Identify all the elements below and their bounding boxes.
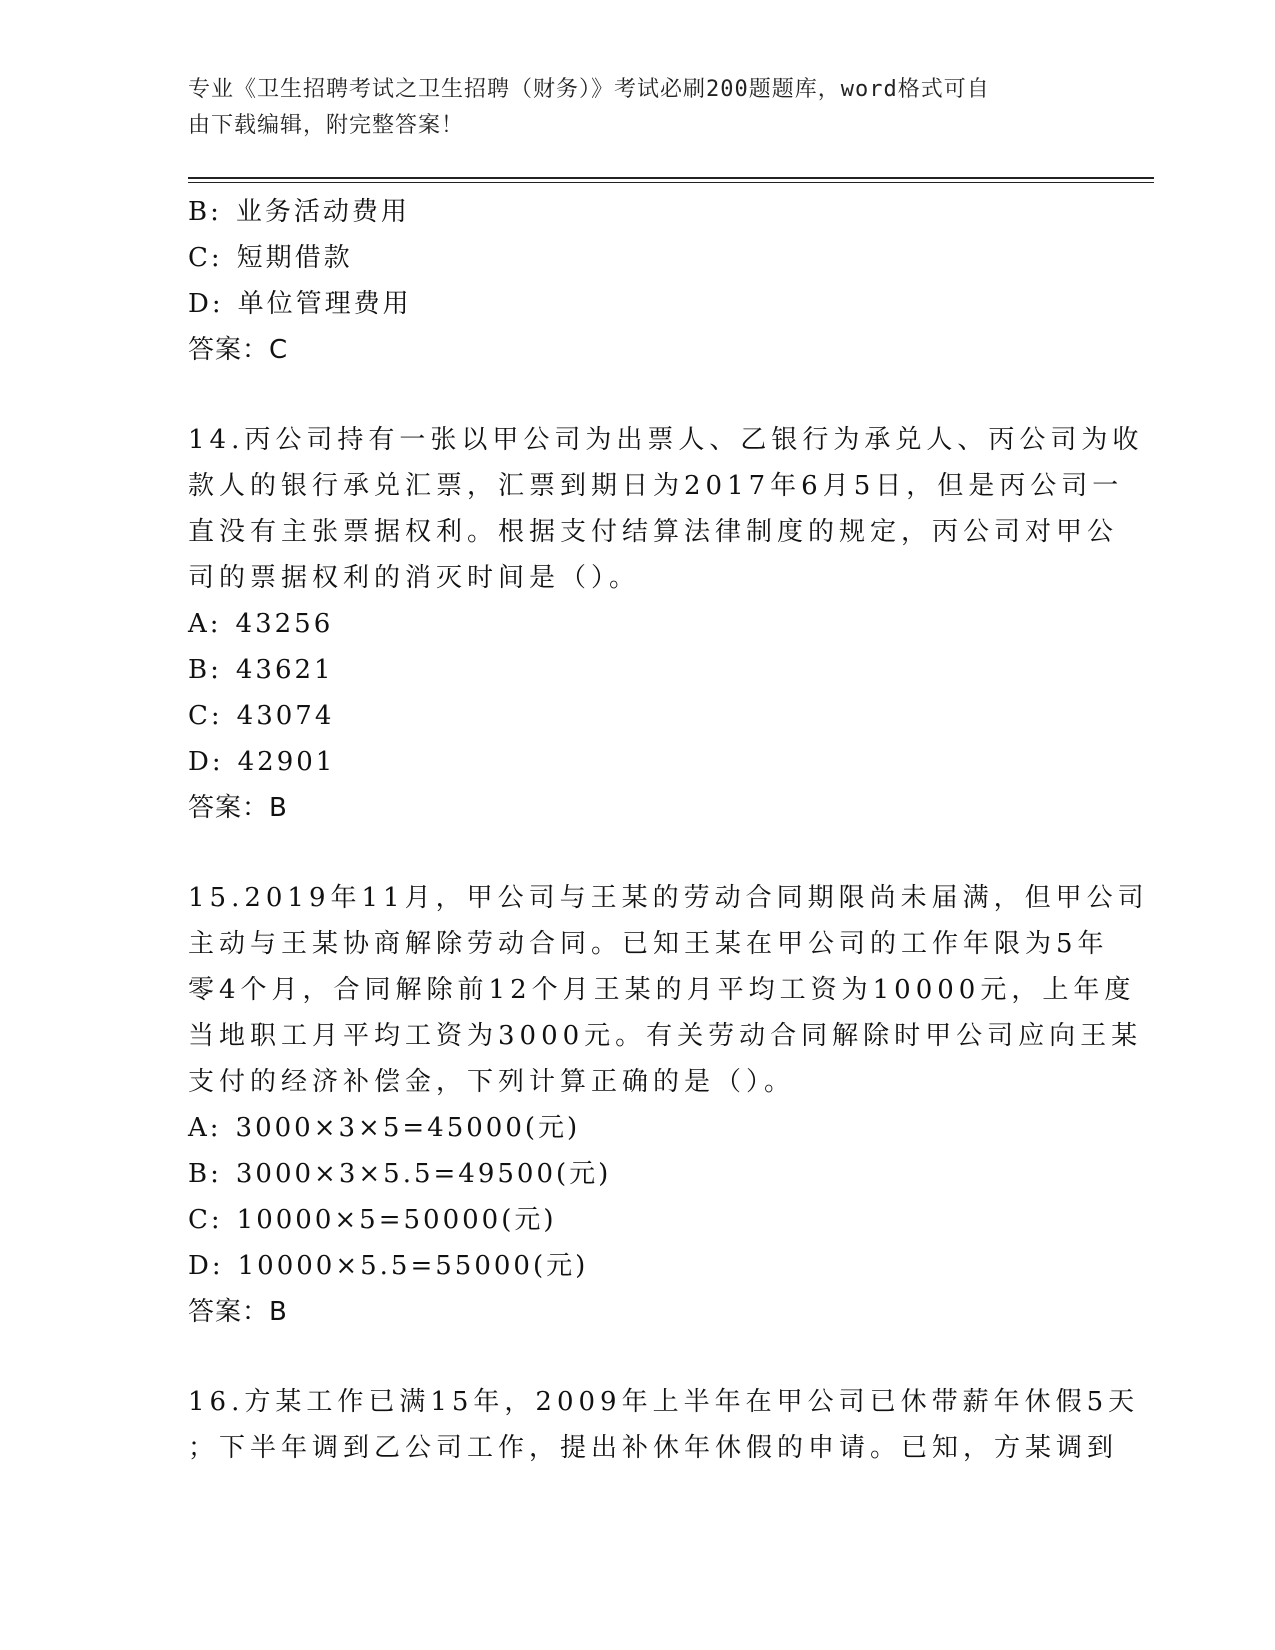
option-label: B: <box>188 655 222 685</box>
option-text: 43621 <box>235 655 334 685</box>
header-divider-thin <box>188 182 1154 183</box>
option-label: C: <box>188 1205 223 1235</box>
header-line-1: 专业《卫生招聘考试之卫生招聘（财务）》考试必刷200题题库，word格式可自 <box>188 77 990 102</box>
option-text: 业务活动费用 <box>235 197 410 227</box>
option-label: B: <box>188 1159 222 1189</box>
option-item <box>188 1105 1088 1151</box>
question-line: 零4个月，合同解除前12个月王某的月平均工资为10000元，上年度 <box>188 975 1136 1005</box>
option-label: C: <box>188 243 223 273</box>
option-label: A: <box>188 1113 222 1143</box>
question-line: 支付的经济补偿金，下列计算正确的是（）。 <box>188 1067 796 1097</box>
option-item <box>188 235 1088 281</box>
option-text: 43256 <box>235 609 334 639</box>
option-text: 单位管理费用 <box>237 289 412 319</box>
option-label: B: <box>188 197 222 227</box>
option-item <box>188 189 1088 235</box>
question-block <box>188 189 1088 373</box>
option-item <box>188 1243 1088 1289</box>
answer-line: 答案：C <box>188 335 289 365</box>
answer-line: 答案：B <box>188 793 288 823</box>
question-stem <box>188 875 1149 1105</box>
question-block <box>188 875 1149 1335</box>
option-item <box>188 693 1088 739</box>
block-spacer <box>188 1335 1088 1379</box>
option-text: 3000×3×5=45000(元) <box>235 1113 581 1143</box>
header-line-2: 由下载编辑，附完整答案！ <box>188 113 465 138</box>
option-label: D: <box>188 289 224 319</box>
option-item <box>188 601 1088 647</box>
question-line: 款人的银行承兑汇票，汇票到期日为2017年6月5日，但是丙公司一 <box>188 471 1124 501</box>
option-item <box>188 1197 1088 1243</box>
question-line: 直没有主张票据权利。根据支付结算法律制度的规定，丙公司对甲公 <box>188 517 1119 547</box>
option-label: D: <box>188 1251 224 1281</box>
answer-line: 答案：B <box>188 1297 288 1327</box>
question-line: ；下半年调到乙公司工作，提出补休年休假的申请。已知，方某调到 <box>188 1433 1119 1463</box>
option-text: 10000×5=50000(元) <box>236 1205 557 1235</box>
option-label: C: <box>188 701 223 731</box>
option-item <box>188 739 1088 785</box>
block-spacer <box>188 373 1088 417</box>
option-text: 43074 <box>236 701 335 731</box>
question-list <box>188 189 1149 1471</box>
question-line: 15.2019年11月，甲公司与王某的劳动合同期限尚未届满，但甲公司 <box>188 883 1149 913</box>
question-line: 主动与王某协商解除劳动合同。已知王某在甲公司的工作年限为5年 <box>188 929 1109 959</box>
option-label: D: <box>188 747 224 777</box>
option-text: 3000×3×5.5=49500(元) <box>235 1159 612 1189</box>
question-stem <box>188 1379 1140 1471</box>
question-line: 14.丙公司持有一张以甲公司为出票人、乙银行为承兑人、丙公司为收 <box>188 425 1144 455</box>
option-item <box>188 281 1088 327</box>
header-divider-thick <box>188 177 1154 179</box>
question-stem <box>188 417 1144 601</box>
question-line: 司的票据权利的消灭时间是（）。 <box>188 563 641 593</box>
question-block <box>188 417 1144 831</box>
page-header <box>188 72 1078 144</box>
question-line: 16.方某工作已满15年，2009年上半年在甲公司已休带薪年休假5天 <box>188 1387 1140 1417</box>
option-text: 42901 <box>237 747 336 777</box>
question-block <box>188 1379 1140 1471</box>
option-item <box>188 1151 1088 1197</box>
option-text: 10000×5.5=55000(元) <box>237 1251 589 1281</box>
option-item <box>188 647 1088 693</box>
option-label: A: <box>188 609 222 639</box>
block-spacer <box>188 831 1088 875</box>
option-text: 短期借款 <box>236 243 353 273</box>
question-line: 当地职工月平均工资为3000元。有关劳动合同解除时甲公司应向王某 <box>188 1021 1143 1051</box>
